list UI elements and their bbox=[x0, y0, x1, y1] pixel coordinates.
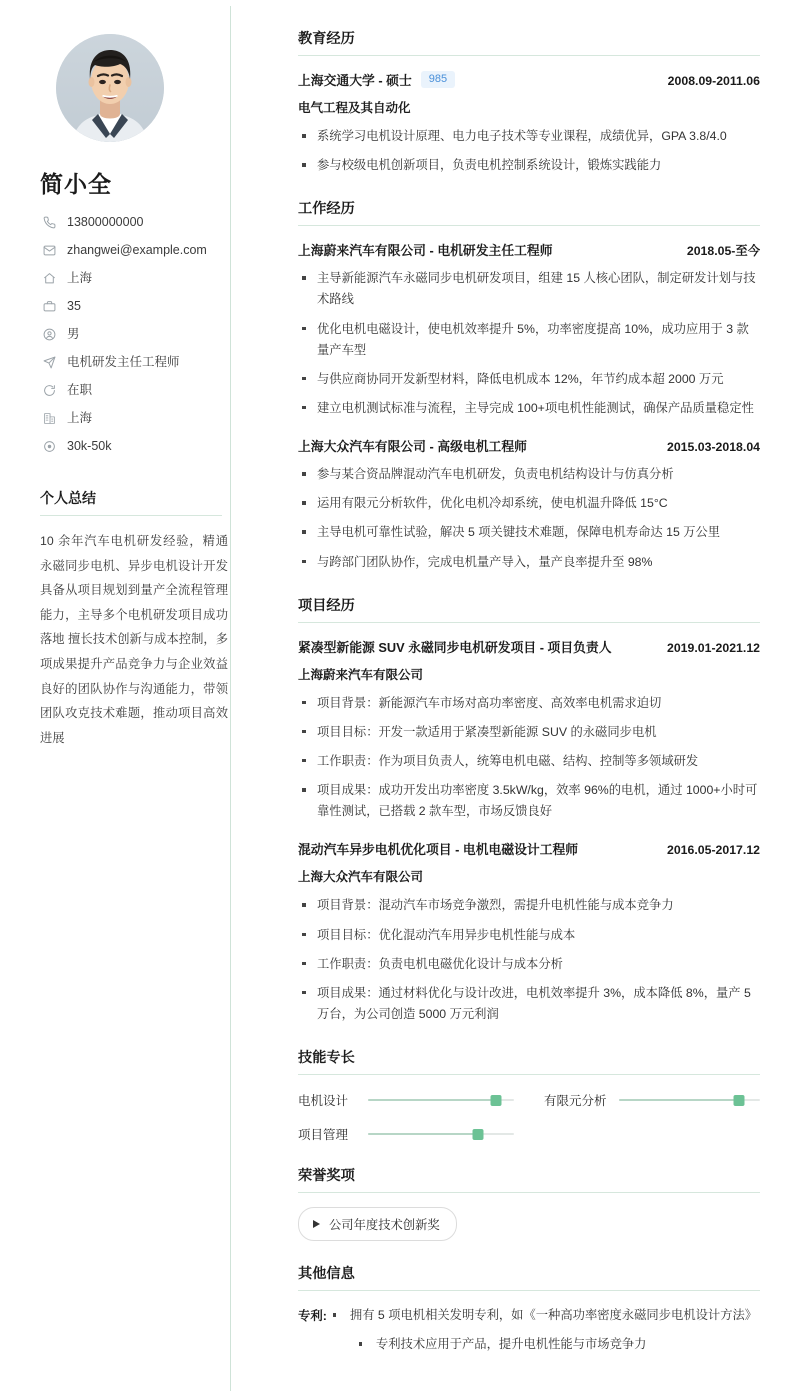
list-item: 项目背景：新能源汽车市场对高功率密度、高效率电机需求迫切 bbox=[300, 693, 760, 714]
contact-value: 上海 bbox=[67, 411, 93, 425]
home-icon bbox=[40, 272, 58, 286]
contact-value: 在职 bbox=[67, 383, 93, 397]
work-heading: 工作经历 bbox=[298, 198, 760, 226]
list-item: 项目目标：优化混动汽车用异步电机性能与成本 bbox=[300, 925, 760, 946]
award-label: 公司年度技术创新奖 bbox=[329, 1218, 440, 1233]
entry-header bbox=[298, 70, 760, 89]
skills-grid bbox=[298, 1089, 760, 1143]
contact-salary bbox=[40, 439, 236, 454]
education-school bbox=[298, 70, 455, 89]
contact-value: 男 bbox=[67, 327, 80, 341]
skill-label: 有限元分析 bbox=[544, 1094, 607, 1109]
work-entry bbox=[298, 436, 760, 573]
list-item: 工作职责：作为项目负责人，统筹电机电磁、结构、控制等多领域研发 bbox=[300, 751, 760, 772]
slider-knob[interactable] bbox=[491, 1095, 502, 1106]
skill-label: 电机设计 bbox=[298, 1094, 349, 1109]
list-item: 优化电机电磁设计，使电机效率提升 5%，功率密度提高 10%，成功应用于 3 款量产车型 bbox=[300, 319, 760, 361]
contact-value: 35 bbox=[67, 299, 81, 313]
project-date: 2016.05-2017.12 bbox=[667, 843, 760, 858]
main-column bbox=[262, 28, 760, 1377]
work-entry bbox=[298, 240, 760, 419]
education-entry bbox=[298, 70, 760, 176]
status-badge: 985 bbox=[421, 71, 455, 89]
projects-section bbox=[298, 595, 760, 1025]
contact-value: zhangwei@example.com bbox=[67, 243, 207, 257]
list-item: 项目成果：成功开发出功率密度 3.5kW/kg，效率 96%的电机，通过 1000+小时可靠性测试，已搭载 2 款车型，市场反馈良好 bbox=[300, 780, 760, 822]
slider-fill bbox=[619, 1099, 739, 1101]
summary-text: 10 余年汽车电机研发经验，精通永磁同步电机、异步电机设计开发 具备从项目规划到量产全流程管理能力，主导多个电机研发项目成功落地 擅长技术创新与成本控制，多项成果提升产品竞争力与企业效益 良好的团队协作与沟通能力，带领团队攻克技术难题，推动项目高效进展 bbox=[40, 534, 228, 745]
briefcase-icon bbox=[40, 300, 58, 314]
slider-fill bbox=[368, 1133, 478, 1135]
contact-value: 30k-50k bbox=[67, 439, 112, 453]
skill-label: 项目管理 bbox=[298, 1128, 349, 1143]
other-info-label: 专利: bbox=[298, 1309, 327, 1324]
list-item: 参与某合资品牌混动汽车电机研发，负责电机结构设计与仿真分析 bbox=[300, 464, 760, 485]
projects-heading: 项目经历 bbox=[298, 595, 760, 623]
project-date: 2019.01-2021.12 bbox=[667, 640, 760, 655]
skill-row bbox=[544, 1091, 760, 1109]
entry-header bbox=[298, 637, 760, 656]
awards-heading: 荣誉奖项 bbox=[298, 1165, 760, 1193]
avatar bbox=[56, 34, 164, 142]
play-triangle-icon bbox=[313, 1220, 320, 1228]
phone-icon bbox=[40, 216, 58, 230]
list-item: 参与校级电机创新项目，负责电机控制系统设计，锻炼实践能力 bbox=[300, 155, 760, 176]
slider-knob[interactable] bbox=[472, 1129, 483, 1140]
skill-level-slider[interactable] bbox=[619, 1093, 760, 1107]
contact-value: 上海 bbox=[67, 271, 93, 285]
project-entry bbox=[298, 839, 760, 1025]
work-title: 上海蔚来汽车有限公司 - 电机研发主任工程师 bbox=[298, 243, 553, 259]
skills-section bbox=[298, 1047, 760, 1143]
list-item: 主导电机可靠性试验，解决 5 项关键技术难题，保障电机寿命达 15 万公里 bbox=[300, 522, 760, 543]
summary-section bbox=[40, 488, 236, 750]
summary-heading: 个人总结 bbox=[40, 488, 222, 516]
list-item: 运用有限元分析软件，优化电机冷却系统，使电机温升降低 15°C bbox=[300, 493, 760, 514]
column-divider bbox=[230, 6, 231, 1391]
contact-position bbox=[40, 355, 236, 370]
contact-work-city bbox=[40, 411, 236, 426]
skill-row bbox=[298, 1091, 514, 1109]
other-info-row bbox=[298, 1305, 760, 1355]
list-item: 项目目标：开发一款适用于紧凑型新能源 SUV 的永磁同步电机 bbox=[300, 722, 760, 743]
contact-city bbox=[40, 271, 236, 286]
education-bullets bbox=[300, 126, 760, 176]
slider-knob[interactable] bbox=[733, 1095, 744, 1106]
skills-heading: 技能专长 bbox=[298, 1047, 760, 1075]
skills-grid-spacer bbox=[544, 1125, 760, 1143]
project-bullets bbox=[300, 693, 760, 823]
other-info-section bbox=[298, 1263, 760, 1355]
work-title: 上海大众汽车有限公司 - 高级电机工程师 bbox=[298, 439, 527, 455]
contact-value: 电机研发主任工程师 bbox=[67, 355, 180, 369]
school-name: 上海交通大学 - 硕士 bbox=[298, 73, 412, 88]
project-entry bbox=[298, 637, 760, 823]
work-bullets bbox=[300, 464, 760, 573]
skill-row bbox=[298, 1125, 514, 1143]
contact-email bbox=[40, 243, 236, 258]
education-heading: 教育经历 bbox=[298, 28, 760, 56]
list-item: 专利技术应用于产品，提升电机性能与市场竞争力 bbox=[357, 1334, 760, 1355]
list-item: 拥有 5 项电机相关发明专利，如《一种高功率密度永磁同步电机设计方法》 bbox=[331, 1305, 760, 1326]
list-item: 与跨部门团队协作，完成电机量产导入，量产良率提升至 98% bbox=[300, 552, 760, 573]
list-item: 项目背景：混动汽车市场竞争激烈，需提升电机性能与成本竞争力 bbox=[300, 895, 760, 916]
awards-section bbox=[298, 1165, 760, 1241]
entry-header bbox=[298, 436, 760, 455]
building-icon bbox=[40, 412, 58, 426]
skill-level-slider[interactable] bbox=[368, 1127, 514, 1141]
work-bullets bbox=[300, 268, 760, 419]
paper-plane-icon bbox=[40, 356, 58, 370]
project-bullets bbox=[300, 895, 760, 1025]
project-company: 上海大众汽车有限公司 bbox=[298, 870, 424, 885]
list-item: 建立电机测试标准与流程，主导完成 100+项电机性能测试，确保产品质量稳定性 bbox=[300, 398, 760, 419]
contact-age bbox=[40, 299, 236, 314]
education-date: 2008.09-2011.06 bbox=[667, 74, 760, 88]
list-item: 与供应商协同开发新型材料，降低电机成本 12%，年节约成本超 2000 万元 bbox=[300, 369, 760, 390]
project-title: 紧凑型新能源 SUV 永磁同步电机研发项目 - 项目负责人 bbox=[298, 639, 612, 655]
other-info-heading: 其他信息 bbox=[298, 1263, 760, 1291]
work-section bbox=[298, 198, 760, 572]
contact-gender bbox=[40, 327, 236, 342]
contact-status bbox=[40, 383, 236, 398]
list-item: 工作职责：负责电机电磁优化设计与成本分析 bbox=[300, 954, 760, 975]
entry-header bbox=[298, 839, 760, 858]
page-title: 简小全 bbox=[40, 171, 112, 197]
user-circle-icon bbox=[40, 328, 58, 342]
refresh-icon bbox=[40, 384, 58, 398]
other-info-bullets bbox=[331, 1305, 760, 1355]
skill-level-slider[interactable] bbox=[368, 1093, 514, 1107]
sidebar bbox=[34, 28, 262, 1377]
project-company: 上海蔚来汽车有限公司 bbox=[298, 667, 424, 682]
list-item: 主导新能源汽车永磁同步电机研发项目，组建 15 人核心团队，制定研发计划与技术路线 bbox=[300, 268, 760, 310]
project-title: 混动汽车异步电机优化项目 - 电机电磁设计工程师 bbox=[298, 842, 579, 858]
target-icon bbox=[40, 440, 58, 454]
slider-fill bbox=[368, 1099, 496, 1101]
education-major: 电气工程及其自动化 bbox=[298, 101, 411, 115]
award-item[interactable] bbox=[298, 1207, 457, 1241]
contact-value: 13800000000 bbox=[67, 215, 144, 229]
contact-phone bbox=[40, 215, 236, 230]
envelope-icon bbox=[40, 244, 58, 258]
work-date: 2018.05-至今 bbox=[686, 244, 760, 259]
work-date: 2015.03-2018.04 bbox=[667, 440, 760, 455]
list-item: 系统学习电机设计原理、电力电子技术等专业课程，成绩优异，GPA 3.8/4.0 bbox=[300, 126, 760, 147]
profile-photo-graphic bbox=[56, 34, 164, 142]
list-item: 项目成果：通过材料优化与设计改进，电机效率提升 3%，成本降低 8%，量产 5 万台，为公司创造 5000 万元利润 bbox=[300, 983, 760, 1025]
education-section bbox=[298, 28, 760, 176]
contact-list bbox=[40, 215, 236, 454]
entry-header bbox=[298, 240, 760, 259]
